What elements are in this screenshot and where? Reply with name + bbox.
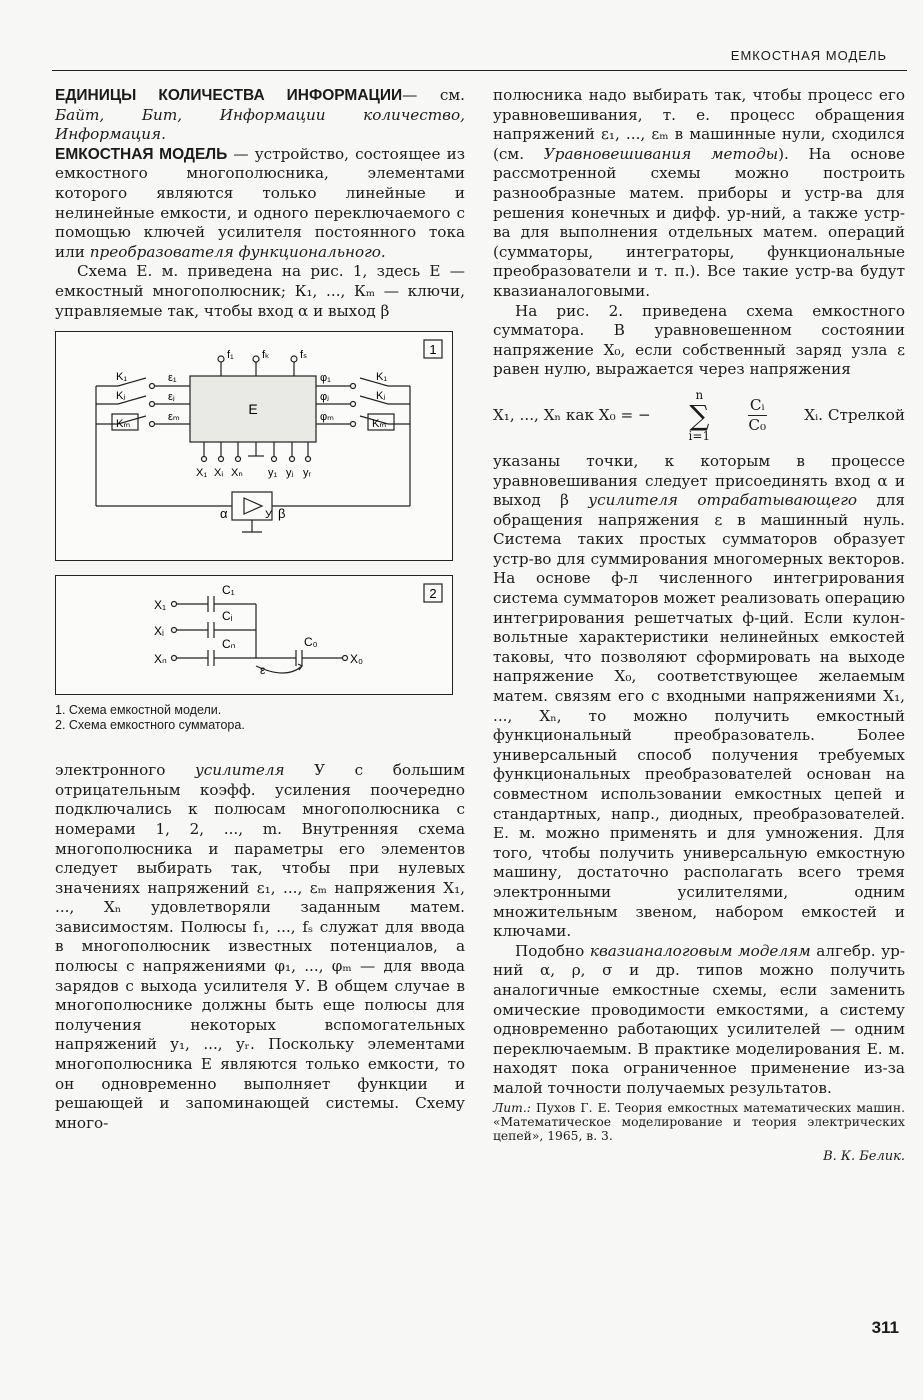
sigma-icon: ∑ <box>689 398 710 432</box>
phi-label: φₘ <box>320 411 334 424</box>
pole-label: yᵣ <box>303 467 312 480</box>
caption: 2. Схема емкостного сумматора. <box>55 718 245 733</box>
entry-capacitive-model <box>55 145 465 263</box>
output-label: X₀ <box>350 652 363 667</box>
beta-label: β <box>278 506 286 522</box>
formula-right: Xᵢ. Стрелкой <box>804 406 905 425</box>
eps-label: εₘ <box>168 411 180 424</box>
pole-label: f₁ <box>227 349 234 362</box>
figure-captions <box>55 703 465 733</box>
node-label: ε <box>260 663 266 678</box>
text: У с большим отрицательным коэфф. усиления поочередно подключались к полюсам многополюсника с номерами 1, 2, ..., m. Внутренняя схема многополюсника и параметры его элементов следует выбирать так, чтобы при нулевых значениях напряжений ε₁, ..., εₘ напряжения X₁, ..., Xₙ удовлетворяли заданным матем. зависимостям. Полюсы f₁, ..., fₛ служат для ввода в многополюсник известных потенциалов, а полюсы с напряжениями φ₁, ..., φₘ — для ввода зарядов с выхода усилителя У. В общем случае в многополюснике должны быть еще полюсы для получения некоторых вспомогательных напряжений y₁, ..., yᵣ. Поскольку элементами многополюсника Е являются только емкости, то он одновременно выполняет функции и решающей и запоминающей системы. Схему много- <box>55 761 465 1132</box>
paragraph <box>493 942 905 1099</box>
figure-number: 1 <box>429 342 437 358</box>
cross-reference: Уравновешивания методы <box>543 144 779 163</box>
key-label: Kₘ <box>372 418 387 431</box>
cross-reference: Байт, Бит, Информации количество, Информация. <box>55 105 465 144</box>
cross-reference: преобразователя функционального. <box>89 242 386 261</box>
text: для обращения напряжения ε в машинный нуль. Система таких простых сумматоров образует устр-во для суммирования многомерных векторов. На основе ф-л численного интегрирования система сумматоров может реализовать операцию интегрирования решетчатых ф-ций. Если кулон-вольтные характеристики нелинейных емкостей таковы, что позволяют сформировать на выходе напряжение X₀, соответствующее желаемым матем. связям его с входными напряжениями X₁, ..., Xₙ, то можно получить емкостный функциональный преобразователь. Более универсальный способ получения требуемых функциональных преобразователей основан на совместном использовании емкостных цепей и стандартных, напр., диодных, преобразователей. Е. м. можно применять и для умножения. Для того, чтобы получить универсальную емкостную машину, достаточно располагать всего тремя электронными усилителями, одним множительным звеном, набором емкостей и ключами. <box>493 491 905 941</box>
input-label: X₁ <box>154 598 167 613</box>
pole-label: yⱼ <box>286 467 294 480</box>
capacitor-label: C₁ <box>222 583 235 598</box>
figure-1 <box>55 331 453 561</box>
sum-sign <box>689 389 711 443</box>
header-rule <box>52 70 907 71</box>
cross-reference: усилителя отрабатывающего <box>588 491 858 510</box>
numerator: Cᵢ <box>748 396 767 417</box>
author: В. К. Белик. <box>823 1148 905 1164</box>
paragraph: Схема Е. м. приведена на рис. 1, здесь Е — емкостный многополюсник; К₁, ..., Кₘ — ключи, управляемые так, чтобы вход α и выход β <box>55 262 465 320</box>
fraction <box>748 396 767 436</box>
figure-2 <box>55 575 453 695</box>
caption: 1. Схема емкостной модели. <box>55 703 222 718</box>
entry-term: ЕМКОСТНАЯ МОДЕЛЬ <box>55 145 228 163</box>
pole-label: Xᵢ <box>214 467 224 480</box>
key-label: Kⱼ <box>116 390 126 403</box>
paragraph <box>493 86 905 302</box>
text: алгебр. ур-ний α, ρ, σ и др. типов можно получить аналогичные емкостные схемы, если заменить омические проводимости емкостями, а систему одновременно работающих усилителей — одним переключаемым. В практике моделирования Е. м. находят пока ограниченное применение из-за малой точности получаемых результатов. <box>493 941 905 1097</box>
sum-lower: i=1 <box>688 428 711 443</box>
key-label: K₁ <box>116 371 128 384</box>
pole-label: y₁ <box>268 467 278 480</box>
key-label: Kₘ <box>116 418 131 431</box>
running-head: ЕМКОСТНАЯ МОДЕЛЬ <box>730 48 887 63</box>
see-text: — см. <box>402 86 465 104</box>
key-label: Kⱼ <box>376 390 386 403</box>
summation-formula <box>493 384 905 448</box>
paragraph <box>55 761 465 1133</box>
denominator: C₀ <box>748 416 767 435</box>
entry-term: ЕДИНИЦЫ КОЛИЧЕСТВА ИНФОРМАЦИИ <box>55 87 403 104</box>
amplifier-label: У <box>265 509 272 522</box>
pole-label: fₛ <box>300 349 308 362</box>
eps-label: ε₁ <box>168 372 177 385</box>
input-label: Xₙ <box>154 652 167 667</box>
pole-label: X₁ <box>196 467 208 480</box>
page-number: 311 <box>871 1318 899 1337</box>
input-label: Xᵢ <box>154 624 164 639</box>
cross-reference: усилителя <box>194 761 285 780</box>
text: указаны точки, к которым в процессе уравновешивания следует присоединять вход α и выход β <box>493 451 905 510</box>
phi-label: φ₁ <box>320 372 331 385</box>
sum-upper: n <box>695 387 704 402</box>
capacitor-label: Cₙ <box>222 637 236 652</box>
left-column <box>55 86 465 1133</box>
right-column <box>493 86 905 1166</box>
capacitor-label: Cᵢ <box>222 609 233 624</box>
figure-1-diagram <box>56 332 452 560</box>
paragraph <box>493 452 905 942</box>
paragraph: На рис. 2. приведена схема емкостного сумматора. В уравновешенном состоянии напряжение X₀, если собственный заряд узла ε равен нулю, выражается через напряжения <box>493 301 905 379</box>
alpha-label: α <box>220 506 228 522</box>
literature <box>493 1101 905 1143</box>
eps-label: εⱼ <box>168 391 175 404</box>
key-label: K₁ <box>376 371 388 384</box>
phi-label: φⱼ <box>320 391 330 404</box>
capacitor-label: C₀ <box>304 635 318 650</box>
figure-2-diagram <box>56 576 452 694</box>
definition-text: — устройство, состоящее из емкостного многополюсника, элементами которого являются только линейные и нелинейные емкости, и одного переключаемого с помощью ключей усилителя постоянного тока или <box>55 144 465 261</box>
pole-label: fₖ <box>262 349 270 362</box>
entry-units <box>55 86 465 145</box>
text: полюсника надо выбирать так, чтобы процесс его уравновешивания, т. е. процесс обращения напряжений ε₁, ..., εₘ в машинные нули, сходился (см. <box>493 86 905 163</box>
text: Подобно <box>515 941 590 960</box>
block-label: E <box>248 401 258 418</box>
pole-label: Xₙ <box>231 467 243 480</box>
figure-number: 2 <box>429 586 437 602</box>
literature-text: Пухов Г. Е. Теория емкостных математических машин. «Математическое моделирование и теория электрических цепей», 1965, в. 3. <box>493 1100 905 1143</box>
text: ). На основе рассмотренной схемы можно построить разнообразные матем. приборы и устр-ва для решения конечных и дифф. ур-ний, а также устр-ва для выполнения отдельных матем. операций (сумматоры, интеграторы, функциональные преобразователи и т. п.). Все такие устр-ва будут квазианалоговыми. <box>493 144 905 300</box>
formula-left: X₁, ..., Xₙ как X₀ = − <box>493 406 651 425</box>
literature-label: Лит.: <box>493 1100 531 1115</box>
cross-reference: квазианалоговым моделям <box>589 941 811 960</box>
text: электронного <box>55 761 195 780</box>
